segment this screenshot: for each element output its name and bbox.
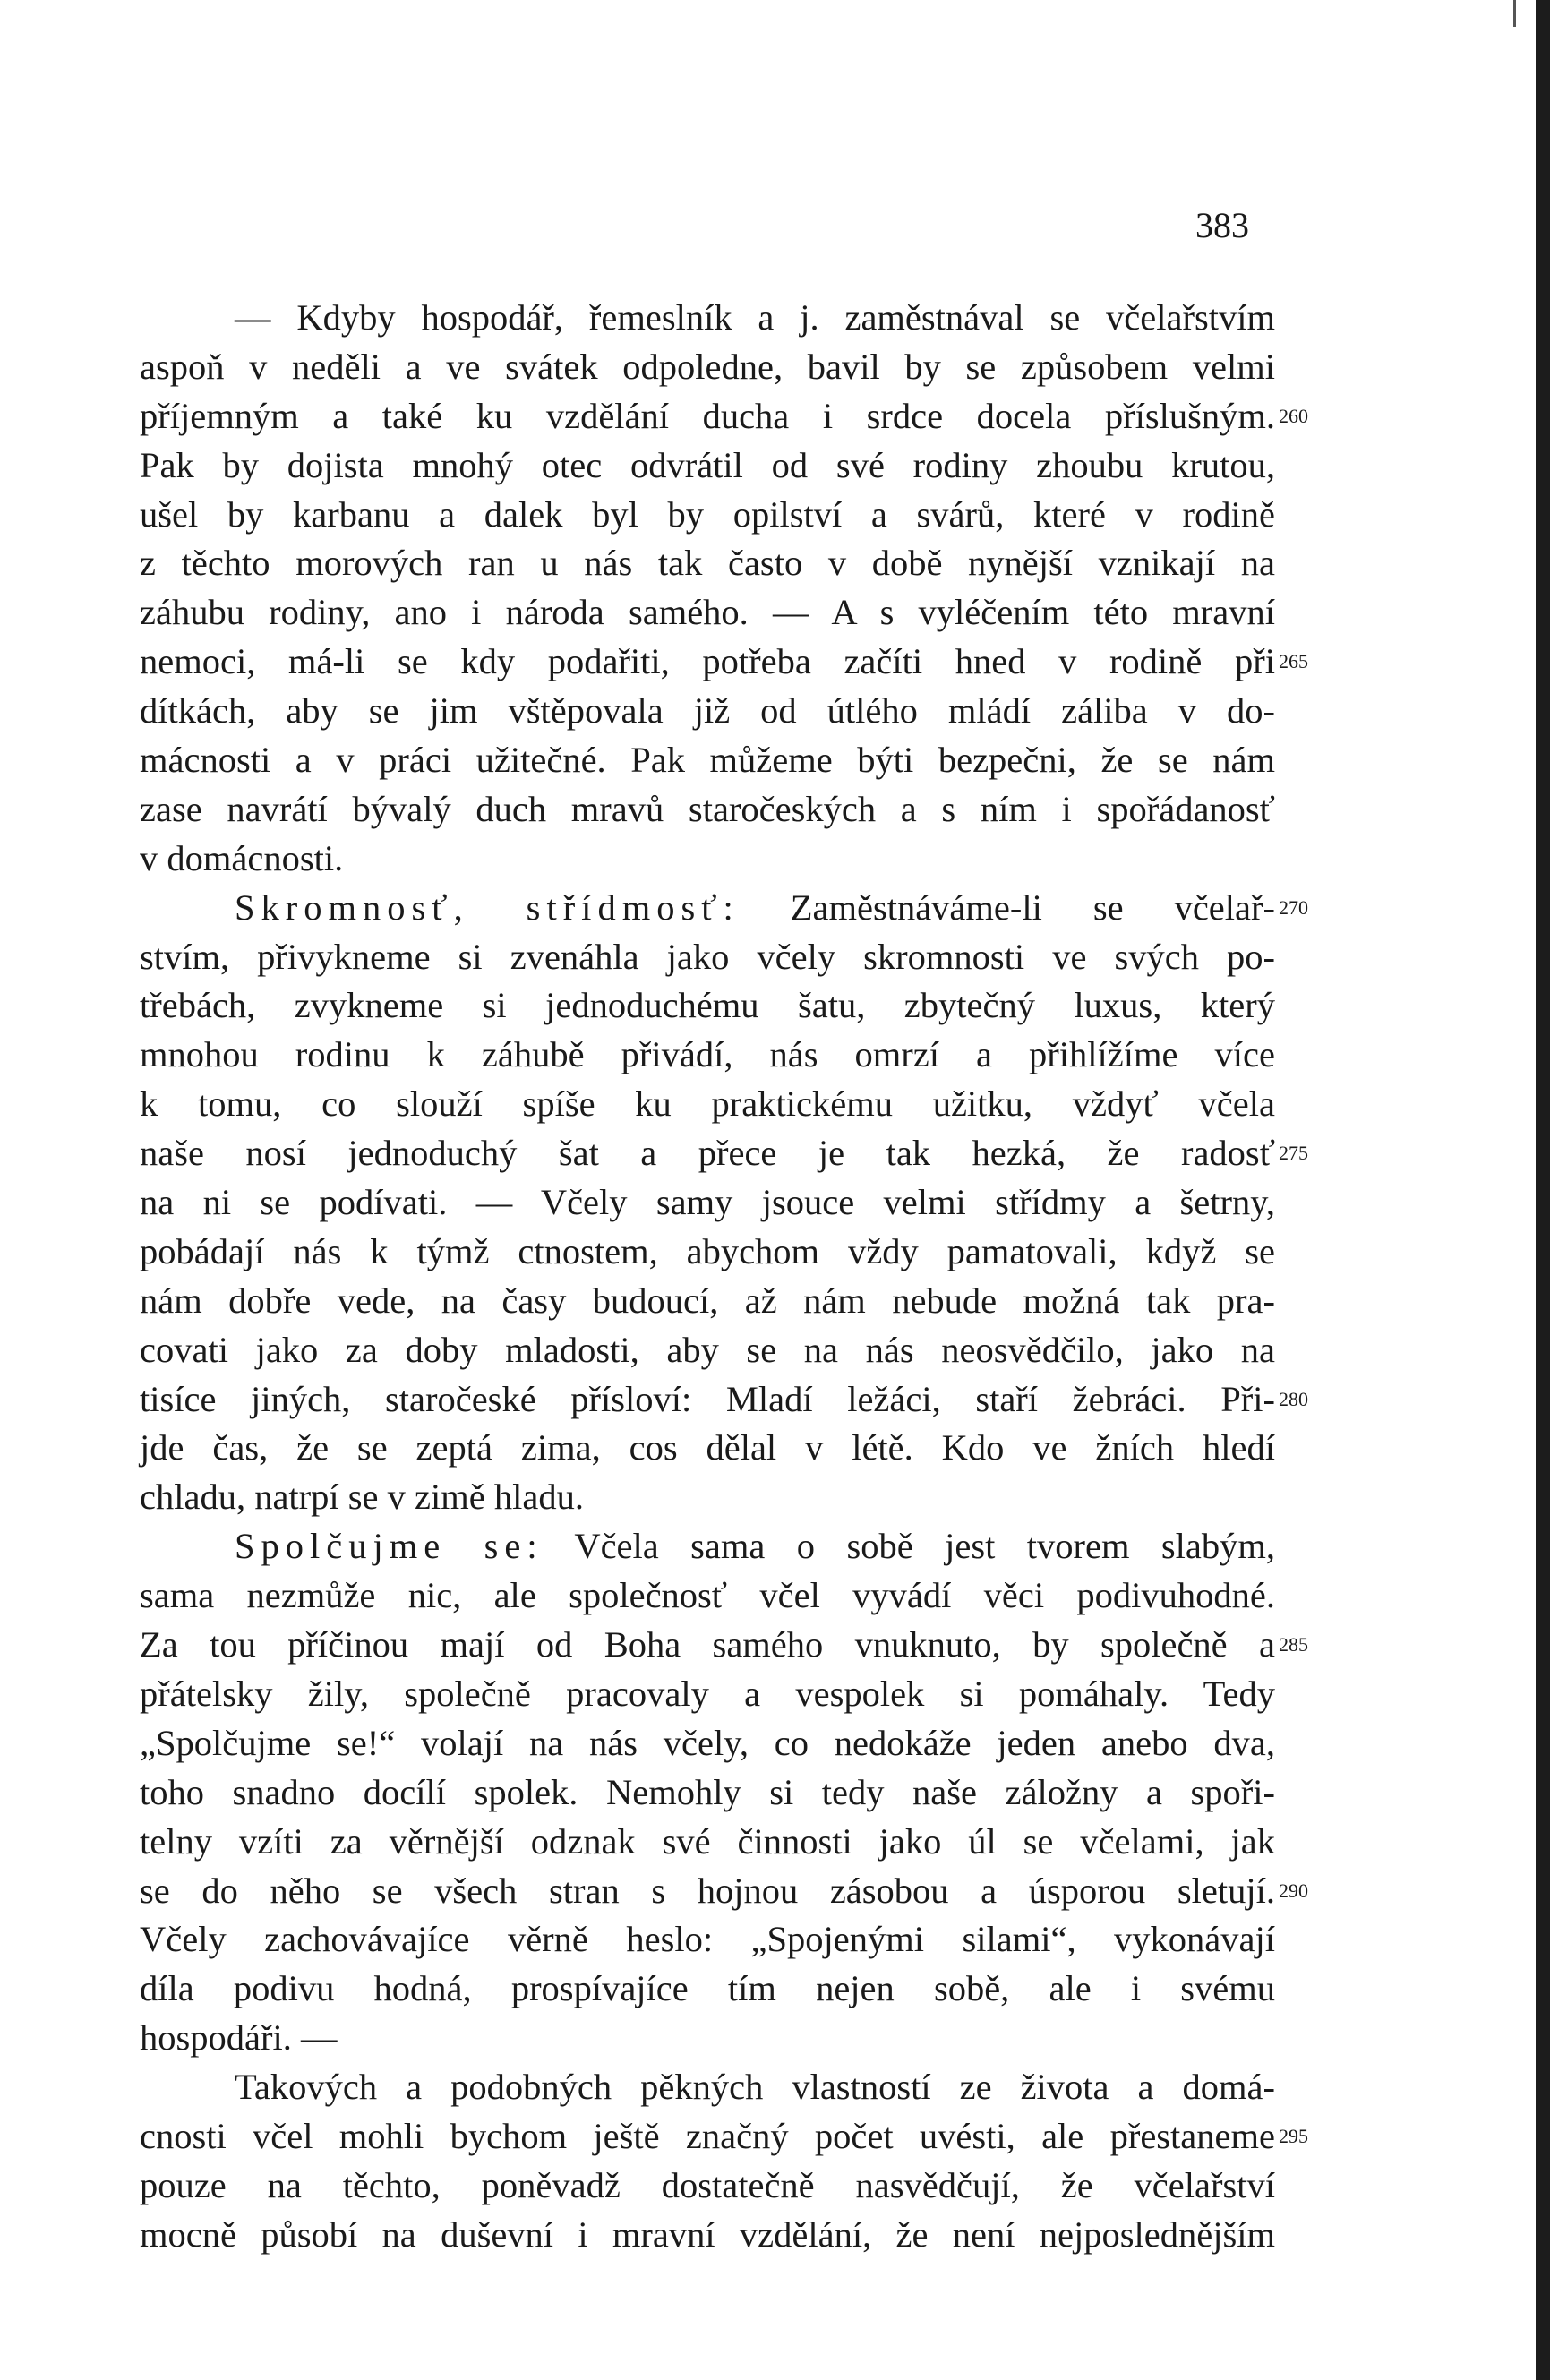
line-text: jde čas, že se zeptá zima, cos dělal v létě. Kdo ve žních hledí: [140, 1427, 1275, 1468]
text-line: [140, 1424, 1275, 1473]
line-text: tisíce jiných, staročeské přísloví: Mladí ležáci, staří žebráci. Při-: [140, 1378, 1275, 1419]
line-text: třebách, zvykneme si jednoduchému šatu, zbytečný luxus, který: [140, 985, 1275, 1026]
text-line: [140, 1522, 1275, 1571]
text-line: [140, 441, 1275, 491]
line-text: díla podivu hodná, prospívajíce tím nejen sobě, ale i svému: [140, 1968, 1275, 2009]
line-text: nám dobře vede, na časy budoucí, až nám nebude možná tak pra-: [140, 1280, 1275, 1321]
line-text: z těchto morových ran u nás tak často v době nynější vznikají na: [140, 543, 1275, 584]
margin-line-number: 290: [1279, 1879, 1308, 1902]
text-line: [140, 1915, 1275, 1965]
text-line: [140, 2063, 1275, 2112]
text-line: [140, 1031, 1275, 1080]
line-text: telny vzíti za věrnější odznak své činnosti jako úl se včelami, jak: [140, 1820, 1275, 1862]
text-line: [140, 491, 1275, 540]
line-text: přátelsky žily, společně pracovaly a vespolek si pomáhaly. Tedy: [140, 1673, 1275, 1714]
margin-line-number: 275: [1279, 1142, 1308, 1165]
text-line: [140, 1571, 1275, 1621]
spaced-heading: Skromnosť, střídmosť:: [235, 886, 740, 928]
line-text: se do něho se všech stran s hojnou zásobou a úsporou sletují.: [140, 1870, 1275, 1911]
text-line: [140, 1375, 1275, 1425]
text-line: [140, 1326, 1275, 1375]
line-text: sama nezmůže nic, ale společnosť včel vyvádí věci podivuhodné.: [140, 1575, 1275, 1616]
line-text: příjemným a také ku vzdělání ducha i srdce docela příslušným.: [140, 395, 1275, 436]
margin-line-number: 295: [1279, 2125, 1308, 2148]
text-line: [140, 687, 1275, 736]
line-text: aspoň v neděli a ve svátek odpoledne, bavil by se způsobem velmi: [140, 346, 1275, 387]
line-text: mocně působí na duševní i mravní vzdělání, že není nejposlednějším: [140, 2213, 1275, 2255]
line-text: mácnosti a v práci užitečné. Pak můžeme býti bezpečni, že se nám: [140, 740, 1275, 781]
page-number: 383: [1195, 205, 1249, 245]
margin-line-number: 260: [1279, 404, 1308, 427]
line-text: „Spolčujme se!“ volají na nás včely, co nedokáže jeden anebo dva,: [140, 1722, 1275, 1763]
text-line: [140, 1277, 1275, 1326]
text-line: [140, 294, 1275, 343]
scan-edge-tick: [1513, 0, 1516, 27]
text-line: [140, 785, 1275, 835]
text-line: [140, 835, 1275, 884]
margin-line-number: 280: [1279, 1387, 1308, 1410]
line-text: pobádají nás k týmž ctnostem, abychom vždy pamatovali, když se: [140, 1230, 1275, 1271]
margin-line-number: 270: [1279, 895, 1308, 919]
line-text: k tomu, co slouží spíše ku praktickému užitku, vždyť včela: [140, 1083, 1275, 1125]
line-text: Zaměstnáváme-li se včelař-: [790, 886, 1275, 928]
line-text: na ni se podívati. — Včely samy jsouce velmi střídmy a šetrny,: [140, 1182, 1275, 1223]
text-line: [140, 933, 1275, 982]
text-line: [140, 2162, 1275, 2211]
text-line: [140, 588, 1275, 638]
line-text: cnosti včel mohli bychom ještě značný počet uvésti, ale přestaneme: [140, 2115, 1275, 2156]
text-line: [140, 1818, 1275, 1867]
text-line: [140, 392, 1275, 441]
line-text: Včely zachovávajíce věrně heslo: „Spojenými silami“, vykonávají: [140, 1919, 1275, 1960]
text-line: [140, 1867, 1275, 1916]
text-line: [140, 981, 1275, 1031]
text-line: [140, 1670, 1275, 1719]
line-text: dítkách, aby se jim vštěpovala již od útlého mládí záliba v do-: [140, 690, 1275, 732]
line-text: — Kdyby hospodář, řemeslník a j. zaměstnával se včelařstvím: [235, 297, 1275, 338]
text-line: [140, 736, 1275, 785]
line-text: chladu, natrpí se v zimě hladu.: [140, 1477, 584, 1518]
line-text: Včela sama o sobě jest tvorem slabým,: [574, 1526, 1275, 1567]
text-line: [140, 1080, 1275, 1129]
text-line: [140, 884, 1275, 933]
text-line: [140, 1129, 1275, 1178]
text-line: [140, 539, 1275, 588]
line-text: v domácnosti.: [140, 837, 344, 878]
margin-line-number: 285: [1279, 1633, 1308, 1657]
text-line: [140, 1178, 1275, 1228]
margin-line-number: 265: [1279, 650, 1308, 673]
text-line: [140, 1621, 1275, 1670]
line-text: záhubu rodiny, ano i národa samého. — A s vyléčením této mravní: [140, 592, 1275, 633]
line-text: Takových a podobných pěkných vlastností ze života a domá-: [235, 2067, 1275, 2108]
text-line: [140, 2211, 1275, 2260]
line-text: mnohou rodinu k záhubě přivádí, nás omrzí a přihlížíme více: [140, 1034, 1275, 1075]
text-line: [140, 1768, 1275, 1818]
spaced-heading: Spolčujme se:: [235, 1526, 544, 1567]
body-text: [140, 294, 1275, 2260]
line-text: ušel by karbanu a dalek byl by opilství a svárů, které v rodině: [140, 493, 1275, 535]
line-text: stvím, přivykneme si zvenáhla jako včely skromnosti ve svých po-: [140, 936, 1275, 977]
text-line: [140, 2112, 1275, 2162]
scan-edge-right: [1536, 0, 1550, 2380]
text-line: [140, 343, 1275, 392]
line-text: nemoci, má-li se kdy podařiti, potřeba začíti hned v rodině při: [140, 641, 1275, 682]
line-text: zase navrátí bývalý duch mravů staročeských a s ním i spořádanosť: [140, 788, 1275, 829]
line-text: hospodáři. —: [140, 2017, 338, 2059]
text-line: [140, 1965, 1275, 2014]
line-text: covati jako za doby mladosti, aby se na nás neosvědčilo, jako na: [140, 1329, 1275, 1370]
text-line: [140, 1228, 1275, 1277]
line-text: toho snadno docílí spolek. Nemohly si tedy naše záložny a spoři-: [140, 1771, 1275, 1812]
text-line: [140, 1719, 1275, 1768]
line-text: pouze na těchto, poněvadž dostatečně nasvědčují, že včelařství: [140, 2164, 1275, 2205]
line-text: Pak by dojista mnohý otec odvrátil od své rodiny zhoubu krutou,: [140, 444, 1275, 485]
line-text: naše nosí jednoduchý šat a přece je tak hezká, že radosť: [140, 1133, 1275, 1174]
text-line: [140, 1473, 1275, 1522]
line-text: Za tou příčinou mají od Boha samého vnuknuto, by společně a: [140, 1624, 1275, 1665]
text-line: [140, 638, 1275, 687]
text-line: [140, 2014, 1275, 2063]
